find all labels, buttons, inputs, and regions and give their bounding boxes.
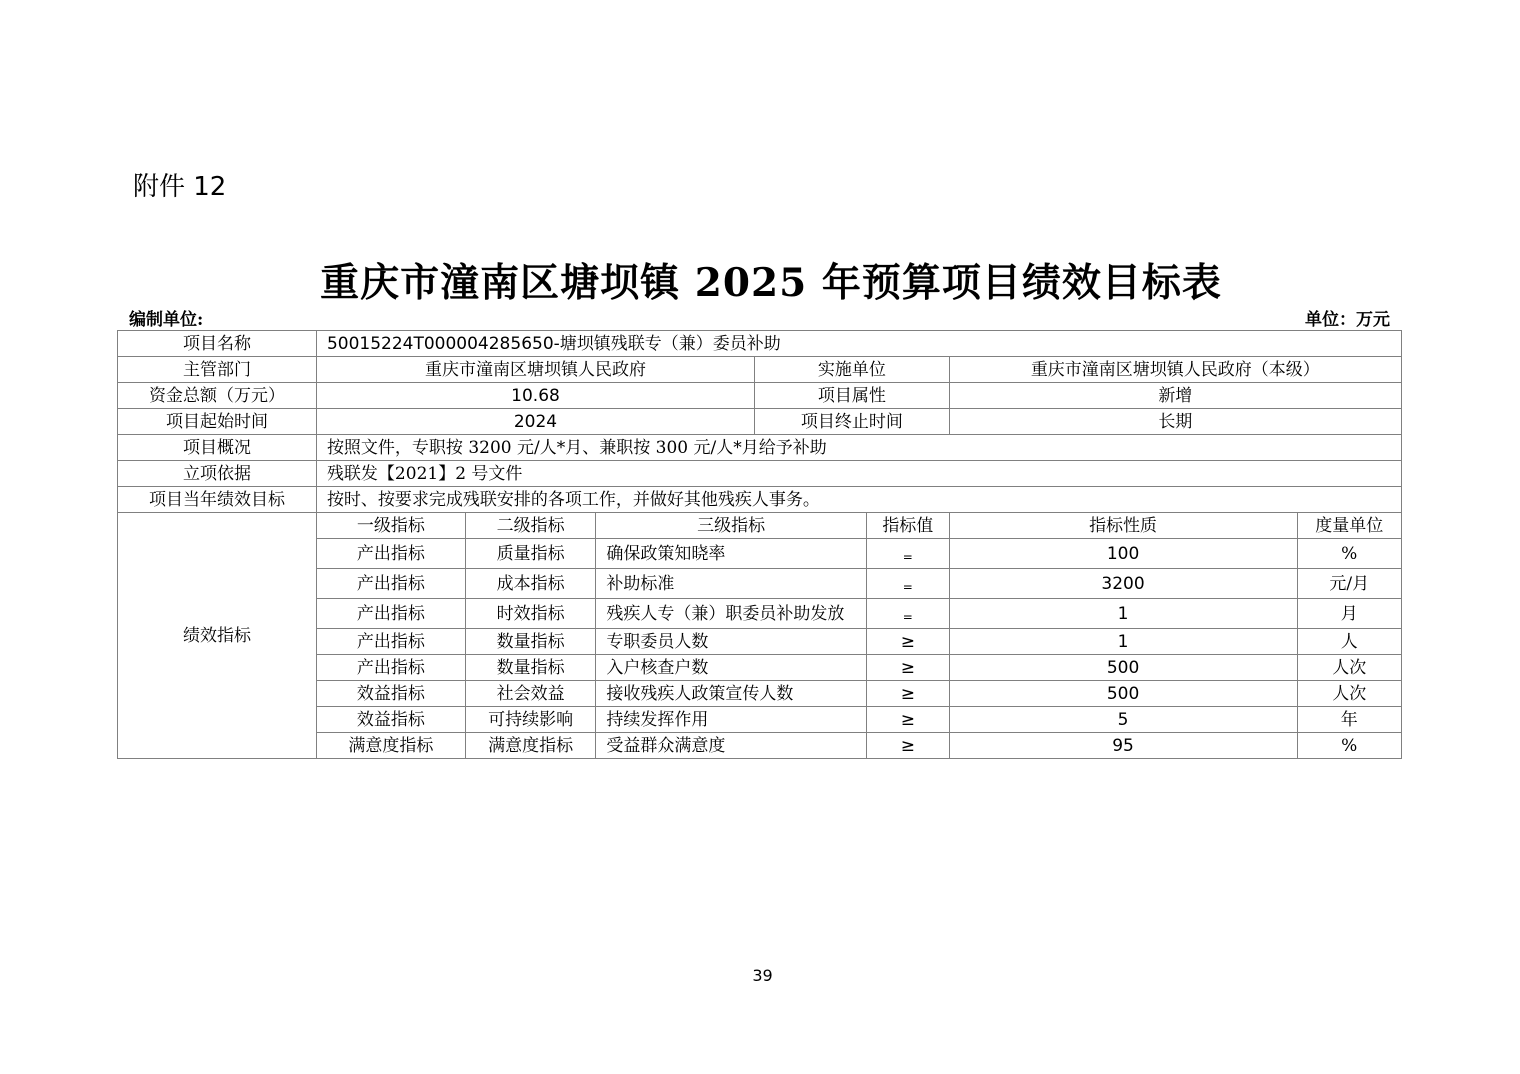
row-l3: 确保政策知晓率 [596, 539, 867, 569]
end-value: 长期 [949, 409, 1401, 435]
header-level1: 一级指标 [316, 513, 465, 539]
funds-value: 10.68 [316, 383, 754, 409]
row-overview [118, 435, 1402, 461]
row-sym: ≥ [867, 681, 950, 707]
attr-value: 新增 [949, 383, 1401, 409]
row-sym: ≥ [867, 707, 950, 733]
overview-label: 项目概况 [118, 435, 317, 461]
start-value: 2024 [316, 409, 754, 435]
indicator-section-label: 绩效指标 [118, 513, 317, 759]
row-unit: % [1297, 733, 1402, 759]
row-val: 1 [949, 599, 1297, 629]
row-unit: % [1297, 539, 1402, 569]
row-unit: 人次 [1297, 681, 1402, 707]
row-l3: 专职委员人数 [596, 629, 867, 655]
row-val: 5 [949, 707, 1297, 733]
project-name-label: 项目名称 [118, 331, 317, 357]
row-l1: 产出指标 [316, 655, 465, 681]
currency-unit-label: 单位：万元 [1305, 310, 1390, 330]
dept-value: 重庆市潼南区塘坝镇人民政府 [316, 357, 754, 383]
attachment-label: 附件 12 [133, 172, 227, 202]
row-l1: 效益指标 [316, 681, 465, 707]
header-level2: 二级指标 [465, 513, 595, 539]
row-unit: 人次 [1297, 655, 1402, 681]
basis-value: 残联发【2021】2 号文件 [316, 461, 1401, 487]
impl-label: 实施单位 [755, 357, 950, 383]
row-l2: 质量指标 [465, 539, 595, 569]
dept-label: 主管部门 [118, 357, 317, 383]
goal-value: 按时、按要求完成残联安排的各项工作，并做好其他残疾人事务。 [316, 487, 1401, 513]
performance-table [117, 330, 1402, 759]
row-l2: 成本指标 [465, 569, 595, 599]
page-title: 重庆市潼南区塘坝镇 2025 年预算项目绩效目标表 [320, 260, 1222, 306]
row-val: 500 [949, 681, 1297, 707]
row-dept [118, 357, 1402, 383]
row-goal [118, 487, 1402, 513]
start-label: 项目起始时间 [118, 409, 317, 435]
row-l3: 残疾人专（兼）职委员补助发放 [596, 599, 867, 629]
attr-label: 项目属性 [755, 383, 950, 409]
row-time [118, 409, 1402, 435]
page-number: 39 [752, 966, 773, 985]
row-val: 100 [949, 539, 1297, 569]
row-sym: ≥ [867, 733, 950, 759]
indicator-header-row [118, 513, 1402, 539]
row-l3: 持续发挥作用 [596, 707, 867, 733]
row-l3: 补助标准 [596, 569, 867, 599]
row-sym: = [902, 610, 913, 624]
row-project-name [118, 331, 1402, 357]
row-val: 1 [949, 629, 1297, 655]
row-sym: ≥ [867, 655, 950, 681]
row-sym: = [902, 550, 913, 564]
row-l3: 接收残疾人政策宣传人数 [596, 681, 867, 707]
row-l2: 可持续影响 [465, 707, 595, 733]
project-name-value: 50015224T000004285650-塘坝镇残联专（兼）委员补助 [316, 331, 1401, 357]
row-val: 3200 [949, 569, 1297, 599]
row-l1: 产出指标 [316, 569, 465, 599]
row-sym: ≥ [867, 629, 950, 655]
row-l3: 入户核查户数 [596, 655, 867, 681]
row-l1: 产出指标 [316, 629, 465, 655]
row-unit: 元/月 [1297, 569, 1402, 599]
editor-unit-label: 编制单位: [129, 310, 204, 330]
header-unit: 度量单位 [1297, 513, 1402, 539]
row-l1: 产出指标 [316, 599, 465, 629]
row-l2: 满意度指标 [465, 733, 595, 759]
row-l2: 时效指标 [465, 599, 595, 629]
impl-value: 重庆市潼南区塘坝镇人民政府（本级） [949, 357, 1401, 383]
row-unit: 年 [1297, 707, 1402, 733]
row-funds [118, 383, 1402, 409]
header-nature: 指标性质 [949, 513, 1297, 539]
goal-label: 项目当年绩效目标 [118, 487, 317, 513]
end-label: 项目终止时间 [755, 409, 950, 435]
row-l2: 社会效益 [465, 681, 595, 707]
basis-label: 立项依据 [118, 461, 317, 487]
row-unit: 人 [1297, 629, 1402, 655]
row-val: 500 [949, 655, 1297, 681]
row-l1: 满意度指标 [316, 733, 465, 759]
row-l3: 受益群众满意度 [596, 733, 867, 759]
overview-value: 按照文件，专职按 3200 元/人*月、兼职按 300 元/人*月给予补助 [316, 435, 1401, 461]
funds-label: 资金总额（万元） [118, 383, 317, 409]
row-l1: 效益指标 [316, 707, 465, 733]
row-l1: 产出指标 [316, 539, 465, 569]
row-l2: 数量指标 [465, 655, 595, 681]
row-l2: 数量指标 [465, 629, 595, 655]
row-val: 95 [949, 733, 1297, 759]
header-value: 指标值 [867, 513, 950, 539]
row-unit: 月 [1297, 599, 1402, 629]
row-basis [118, 461, 1402, 487]
row-sym: = [902, 580, 913, 594]
header-level3: 三级指标 [596, 513, 867, 539]
